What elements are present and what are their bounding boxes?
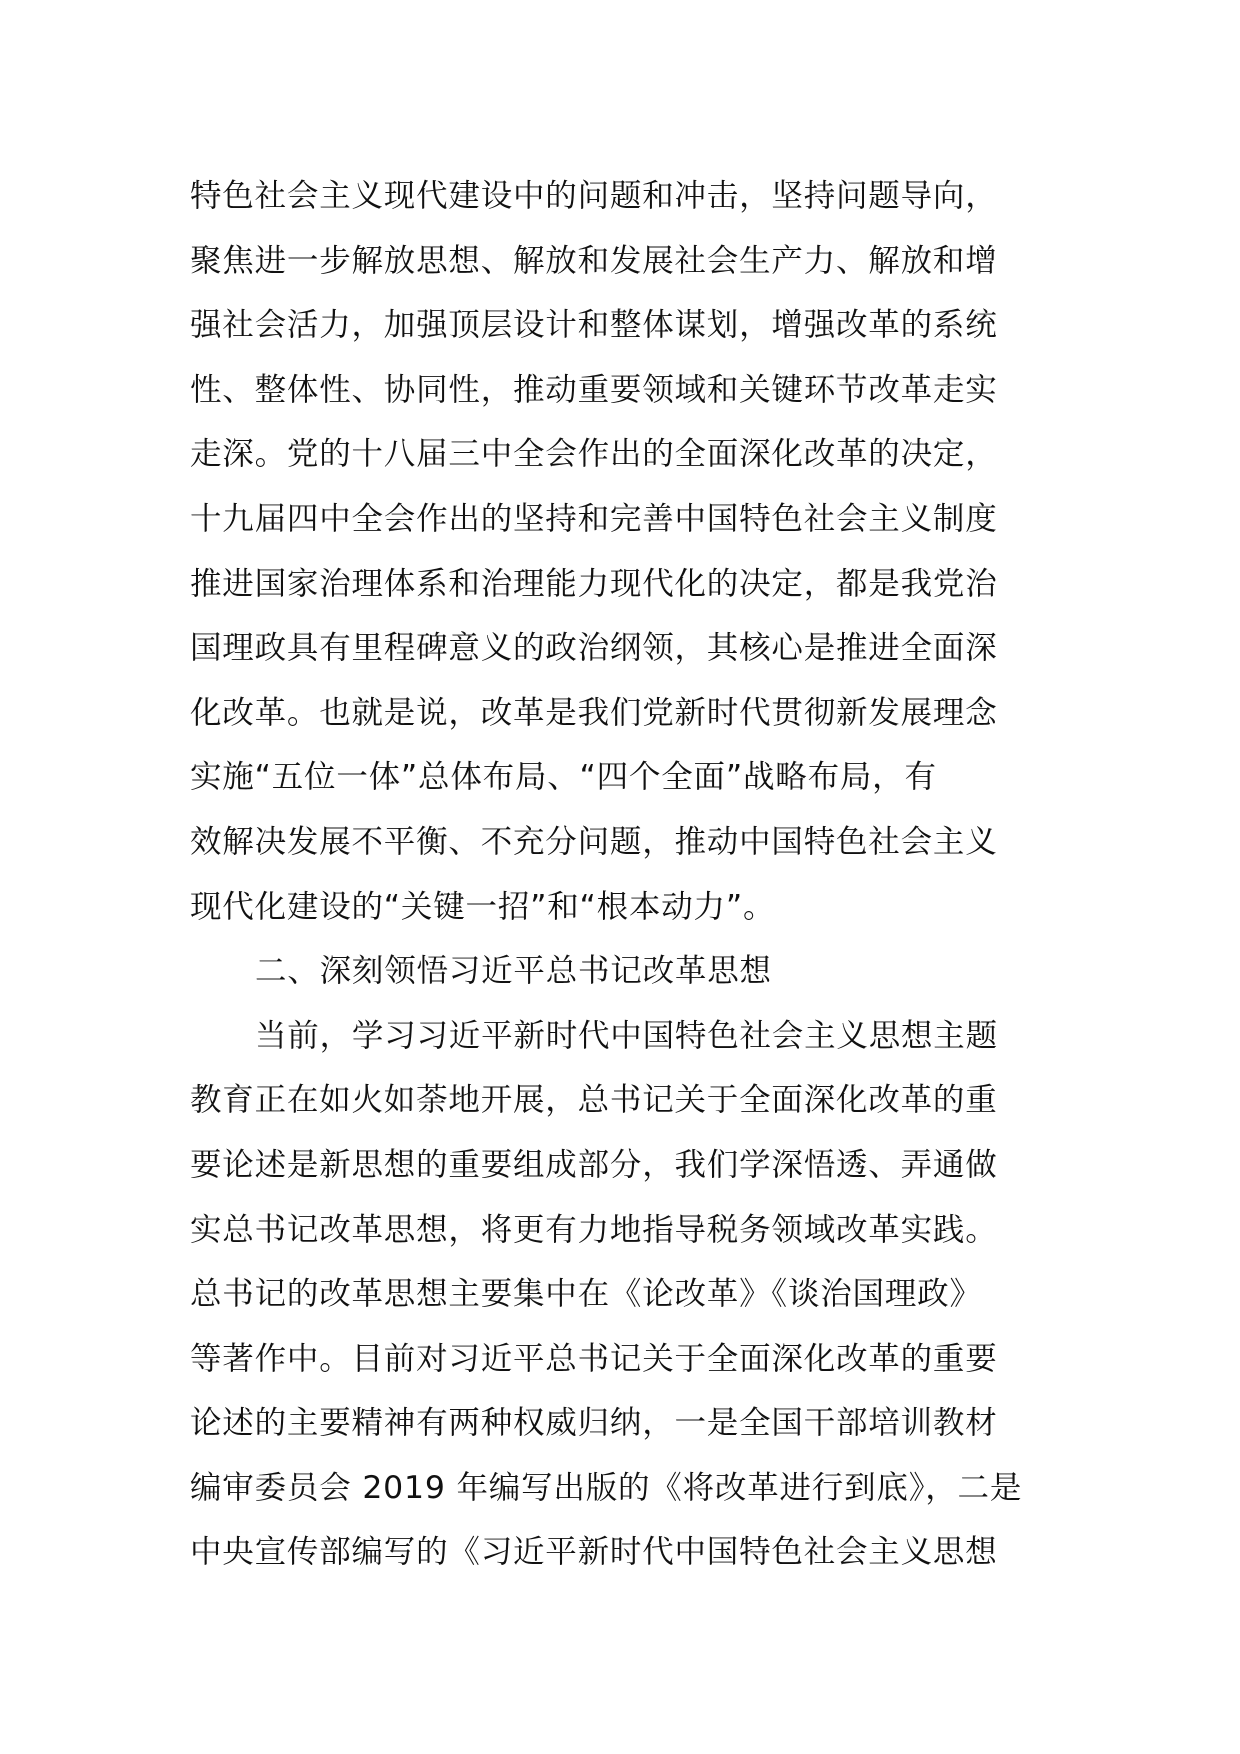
section-heading: 二、深刻领悟习近平总书记改革思想 (255, 953, 772, 990)
text-line: 强社会活力，加强顶层设计和整体谋划，增强改革的系统 (190, 307, 998, 344)
text-line: 编审委员会 2019 年编写出版的《将改革进行到底》，二是 (190, 1469, 1023, 1506)
text-line: 实施“五位一体”总体布局、“四个全面”战略布局，有 (190, 759, 937, 796)
text-line: 要论述是新思想的重要组成部分，我们学深悟透、弄通做 (190, 1146, 998, 1183)
text-line: 总书记的改革思想主要集中在《论改革》《谈治国理政》 (190, 1276, 982, 1313)
text-line: 等著作中。目前对习近平总书记关于全面深化改革的重要 (190, 1340, 998, 1377)
paragraph-first-line: 当前，学习习近平新时代中国特色社会主义思想主题 (255, 1017, 998, 1054)
text-line: 走深。党的十八届三中全会作出的全面深化改革的决定， (190, 436, 998, 473)
text-line: 性、整体性、协同性，推动重要领域和关键环节改革走实 (190, 371, 998, 408)
text-line: 十九届四中全会作出的坚持和完善中国特色社会主义制度 (190, 500, 998, 537)
text-line: 化改革。也就是说，改革是我们党新时代贯彻新发展理念 (190, 694, 998, 731)
text-line: 现代化建设的“关键一招”和“根本动力”。 (190, 888, 776, 925)
text-line: 聚焦进一步解放思想、解放和发展社会生产力、解放和增 (190, 242, 998, 279)
text-line: 教育正在如火如荼地开展，总书记关于全面深化改革的重 (190, 1082, 998, 1119)
text-line: 效解决发展不平衡、不充分问题，推动中国特色社会主义 (190, 823, 998, 860)
text-line: 论述的主要精神有两种权威归纳，一是全国干部培训教材 (190, 1405, 998, 1442)
text-line: 实总书记改革思想，将更有力地指导税务领域改革实践。 (190, 1211, 998, 1248)
document-body (190, 164, 1060, 1585)
text-line: 推进国家治理体系和治理能力现代化的决定，都是我党治 (190, 565, 998, 602)
text-line: 特色社会主义现代建设中的问题和冲击，坚持问题导向， (190, 178, 998, 214)
text-line: 中央宣传部编写的《习近平新时代中国特色社会主义思想 (190, 1534, 998, 1571)
text-line: 国理政具有里程碑意义的政治纲领，其核心是推进全面深 (190, 630, 998, 667)
